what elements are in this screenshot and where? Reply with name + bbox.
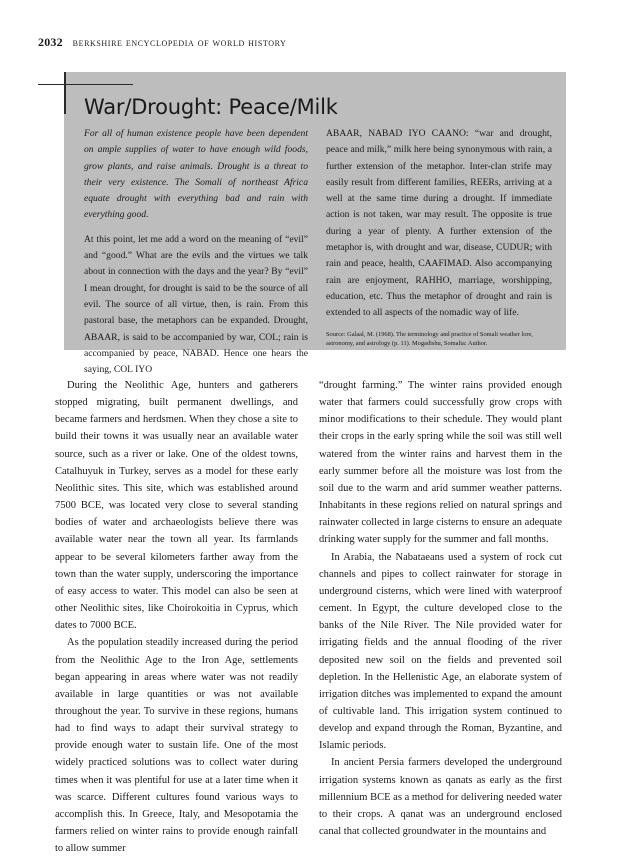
sidebar-rule-vertical [64,72,66,114]
sidebar-rule-horizontal [38,84,133,85]
sidebar-column-left [84,126,308,386]
publication-title: berkshire encyclopedia of world history [72,37,287,49]
sidebar-intro: For all of human existence people have been dependent on ample supplies of water to have enough wild foods, grow plants, and raise animals. Drought is a threat to their very existence. The Somali of northeast Africa equate drought with everything bad and rain with everything good. [84,128,308,221]
sidebar-title: War/Drought: Peace/Milk [84,95,338,119]
body-paragraph: In ancient Persia farmers developed the underground irrigation systems known as qanats as early as the first millennium BCE as a method for delivering needed water to their crops. A qanat was an underground enclosed canal that collected groundwater in the mountains and [319,757,562,838]
sidebar-paragraph: At this point, let me add a word on the meaning of “evil” and “good.” What are the evils and the virtues we talk about in connection with the days and the year? By “evil” I mean drought, for drought is said to be the source of all evil. The source of all virtue, then, is rain. From this pastoral base, the metaphors can be expanded. Drought, ABAAR, is said to be accompanied by war, COL; rain is accompanied by peace, NABAD. Hence one hears the saying, COL IYO [84,233,308,376]
body-paragraph: In Arabia, the Nabataeans used a system of rock cut channels and pipes to collect rainwater for storage in underground cisterns, which were lined with waterproof cement. In Egypt, the culture developed close to the banks of the Nile River. The Nile provided water for irrigating fields and the annual flooding of the river deposited new soil on the fields and prevented soil depletion. In the Hellenistic Age, an elaborate system of irrigation ditches was implemented to expand the amount of cultivable land. This irrigation system continued to develop and expand through the Roman, Byzantine, and Islamic periods. [319,551,562,752]
running-head [38,35,286,50]
sidebar-column-right [326,126,552,348]
body-paragraph: “drought farming.” The winter rains provided enough water that farmers could successfully grow crops with minor modifications to their schedule. They would plant their crops in the early spring while the soil was still well watered from the winter rains and harvest them in the early summer before all the moisture was lost from the soil due to the warm and arid summer weather patterns. Inhabitants in these regions relied on natural springs and rainwater collected in large cisterns to ensure an adequate drinking water supply for the summer and fall months. [319,380,562,546]
body-column-right [319,377,562,840]
sidebar-source-note: Source: Galaal, M. (1968). The terminology and practice of Somali weather lore, astronomy, and astrology (p. 11). Mogadishu, Somalia: Author. [326,330,533,347]
body-paragraph: During the Neolithic Age, hunters and gatherers stopped migrating, built permanent dwellings, and became farmers and herdsmen. When they chose a site to build their towns it was usually near an available water source, such as a river or lake. One of the oldest towns, Catalhuyuk in Turkey, serves as a model for these early Neolithic sites. This site, which was established around 7500 BCE, was located very close to several standing bodies of water and archaeologists believe there was available water near the town all year. Its farmlands appear to be several kilometers farther away from the town than the water supply, underscoring the importance of easy access to water. This model can also be seen at other Neolithic sites, like Choirokoitia in Cyprus, which dates to 7000 BCE. [55,380,298,632]
sidebar-paragraph: ABAAR, NABAD IYO CAANO: “war and drought, peace and milk,” milk here being synonymous with rain, a further extension of the metaphor. Inter-clan strife may easily result from different families, REERs, arriving at a well at the same time during a drought. If immediate action is not taken, war may result. The opposite is true during a year of plenty. A further extension of the metaphor is, with drought and war, disease, CUDUR; with rain and peace, health, CAAFIMAD. Also accompanying rain are enjoyment, RAHHO, marriage, worshipping, education, etc. Thus the metaphor of drought and rain is extended to all aspects of the nomadic way of life. [326,128,552,319]
page-number: 2032 [38,35,63,49]
body-paragraph: As the population steadily increased during the period from the Neolithic Age to the Iron Age, settlements began appearing in areas where water was not readily available in large quantities or was not available throughout the year. To survive in these regions, humans had to find ways to adapt their survival strategy to provide enough water to sustain life. One of the most widely practiced solutions was to collect water during times when it was plentiful for use at a later time when it was scarce. Different cultures found various ways to accomplish this. In Greece, Italy, and Mesopotamia the farmers relied on winter rains to provide enough rainfall to allow summer [55,637,298,855]
body-column-left [55,377,298,857]
